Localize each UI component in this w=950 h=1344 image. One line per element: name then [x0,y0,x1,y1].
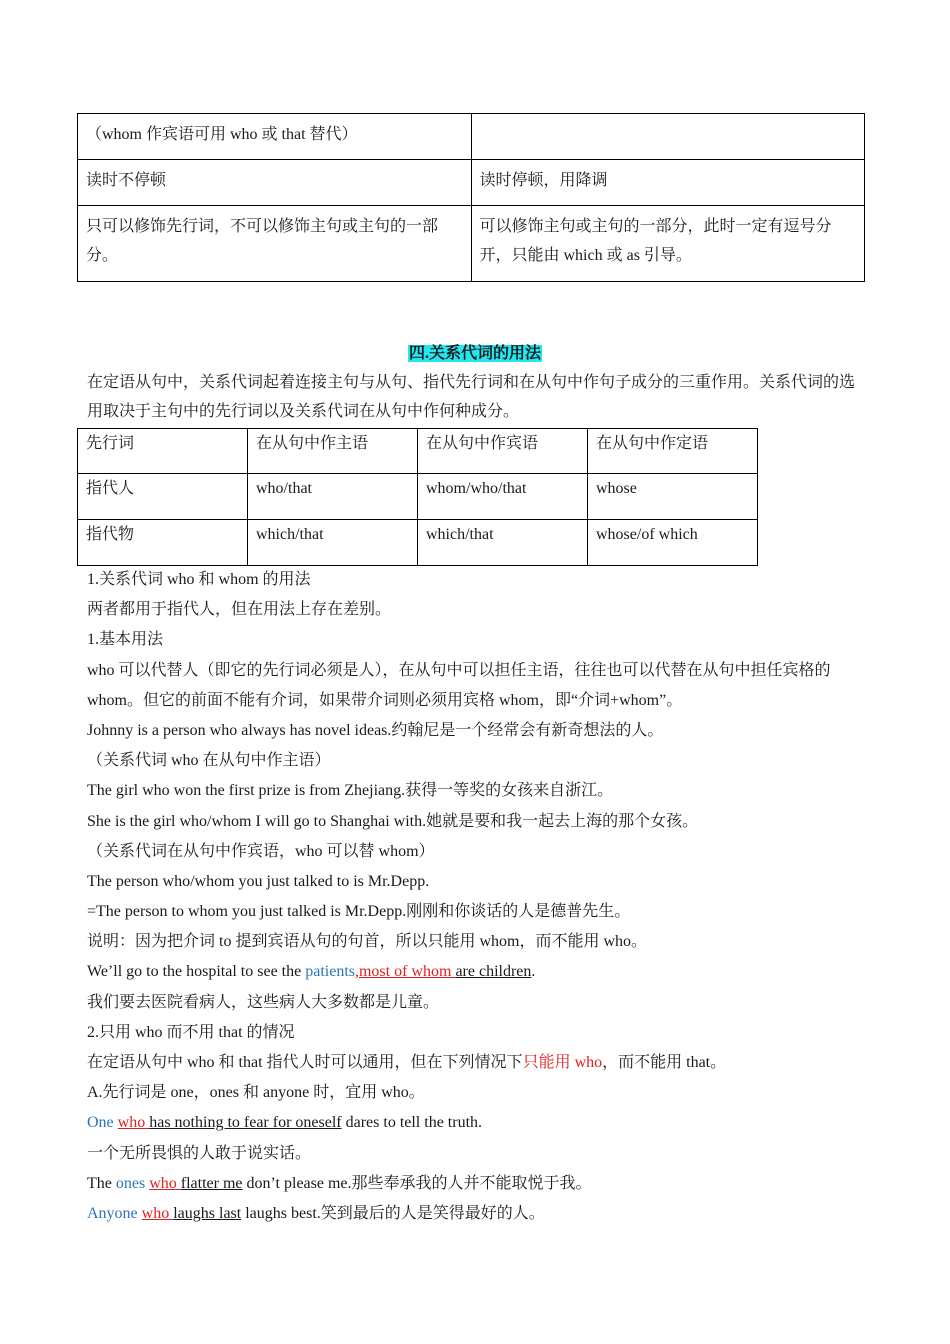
table-cell: who/that [248,474,418,520]
table-cell: 指代物 [78,520,248,566]
rule: A.先行词是 one，ones 和 anyone 时，宜用 who。 [87,1084,425,1102]
paragraph: 两者都用于指代人，但在用法上存在差别。 [87,601,392,619]
table-header-cell: 在从句中作主语 [248,429,418,474]
table-cell: 可以修饰主句或主句的一部分，此时一定有逗号分开，只能由 which 或 as 引导。 [471,206,865,282]
section-intro: 在定语从句中，关系代词起着连接主句与从句、指代先行词和在从句中作句子成分的三重作用。关系代词的选用取决于主句中的先行词以及关系代词在从句中作何种成分。 [87,374,856,420]
translation: 我们要去医院看病人，这些病人大多数都是儿童。 [87,993,440,1011]
table-header-row [78,429,758,474]
example-sentence: The girl who won the first prize is from Zhejiang.获得一等奖的女孩来自浙江。 [87,782,614,800]
table-cell: whose/of which [588,520,758,566]
table-cell: 指代人 [78,474,248,520]
paragraph: who 可以代替人（即它的先行词必须是人），在从句中可以担任主语，往往也可以代替在从句中担任宾格的 whom。但它的前面不能有介词，如果带介词则必须用宾格 whom，即“介词+whom”。 [87,661,831,709]
table-cell: 读时不停顿 [78,160,472,206]
subheading: 2.只用 who 而不用 that 的情况 [87,1023,295,1041]
pronoun-table [77,428,758,566]
example-sentence: The ones who flatter me don’t please me.那些奉承我的人并不能取悦于我。 [87,1174,592,1192]
explanation: 说明：因为把介词 to 提到宾语从句的句首，所以只能用 whom，而不能用 who。 [87,933,648,951]
table-header-cell: 在从句中作宾语 [418,429,588,474]
example-sentence: One who has nothing to fear for oneself dares to tell the truth. [87,1114,483,1132]
table-cell: which/that [248,520,418,566]
table-cell: 读时停顿，用降调 [471,160,865,206]
translation: 一个无所畏惧的人敢于说实话。 [87,1144,312,1162]
note: （关系代词在从句中作宾语，who 可以替 whom） [87,842,435,860]
example-sentence: She is the girl who/whom I will go to Shanghai with.她就是要和我一起去上海的那个女孩。 [87,812,699,830]
table-cell [471,114,865,160]
table-row [78,474,758,520]
table-row [78,206,865,282]
table-row [78,114,865,160]
table-row [78,160,865,206]
subheading: 1.关系代词 who 和 whom 的用法 [87,571,311,588]
table-cell: whose [588,474,758,520]
section-title: 四.关系代词的用法 [408,345,541,362]
table-cell: （whom 作宾语可用 who 或 that 替代） [78,114,472,160]
body-text [87,565,877,1229]
table-header-cell: 先行词 [78,429,248,474]
subheading: 1.基本用法 [87,631,164,649]
example-sentence: Anyone who laughs last laughs best.笑到最后的人是笑得最好的人。 [87,1204,545,1222]
table-header-cell: 在从句中作定语 [588,429,758,474]
table-cell: 只可以修饰先行词，不可以修饰主句或主句的一部分。 [78,206,472,282]
example-sentence: We’ll go to the hospital to see the patients,most of whom are children. [87,963,536,981]
table-cell: whom/who/that [418,474,588,520]
paragraph: 在定语从句中 who 和 that 指代人时可以通用，但在下列情况下只能用 who，而不能用 that。 [87,1054,727,1072]
table-cell: which/that [418,520,588,566]
table-row [78,520,758,566]
example-sentence: Johnny is a person who always has novel ideas.约翰尼是一个经常会有新奇想法的人。 [87,721,664,739]
comparison-table [77,113,865,282]
example-sentence: The person who/whom you just talked to is Mr.Depp. [87,872,430,890]
example-sentence: =The person to whom you just talked is Mr.Depp.刚刚和你谈话的人是德普先生。 [87,903,631,921]
note: （关系代词 who 在从句中作主语） [87,752,331,770]
